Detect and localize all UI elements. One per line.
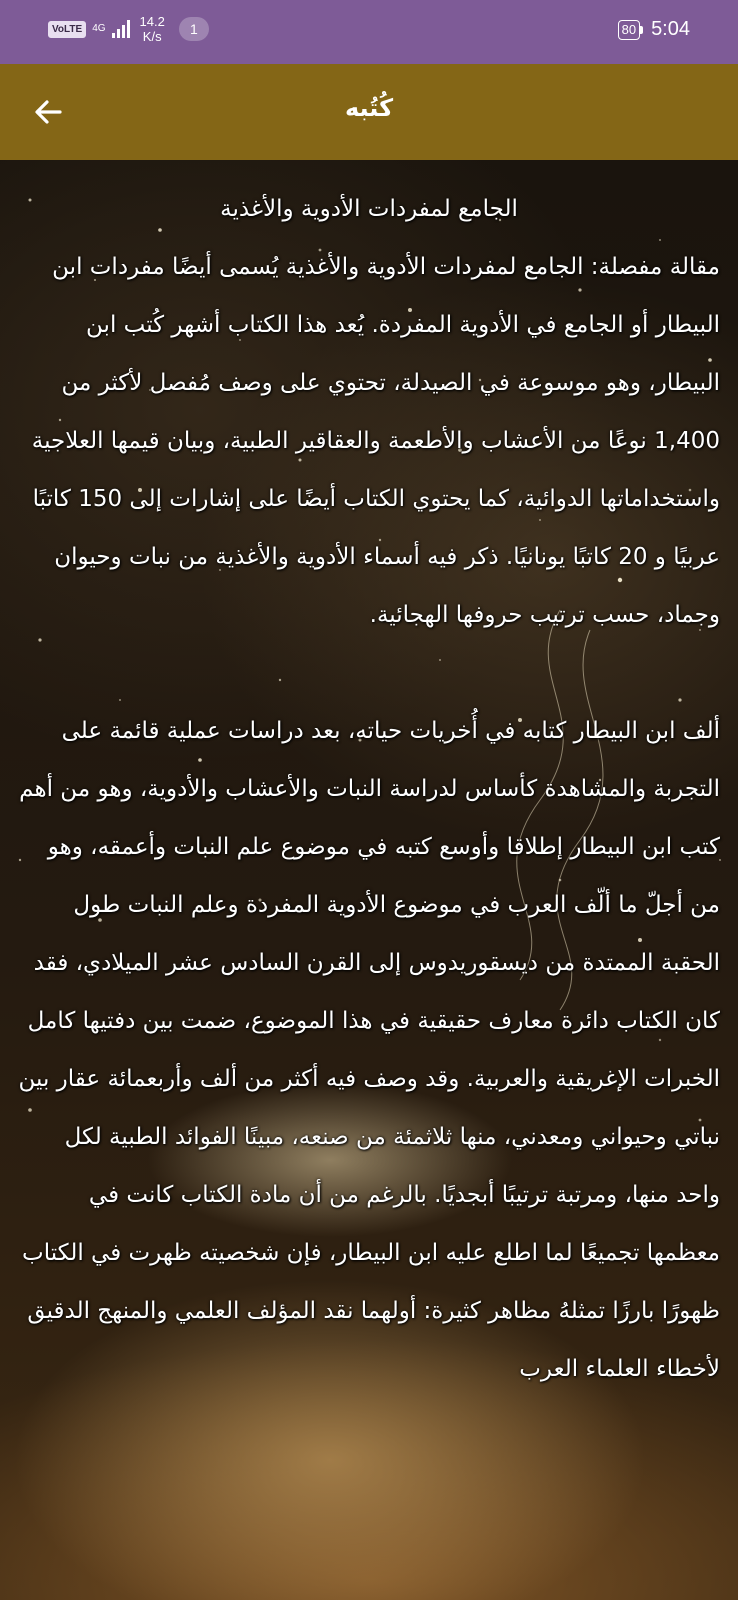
article-title: الجامع لمفردات الأدوية والأغذية	[220, 196, 518, 222]
article-content[interactable]	[0, 160, 738, 1600]
status-bar	[0, 0, 738, 64]
network-type	[92, 24, 105, 34]
signal-strength-icon	[112, 20, 130, 38]
page-title: كُتُبه	[344, 94, 394, 122]
battery-icon	[618, 20, 643, 40]
article-text	[18, 180, 720, 1398]
battery-level: 80	[618, 20, 640, 40]
status-left	[48, 14, 209, 44]
speed-value: 14.2	[139, 14, 165, 29]
volte-badge: VoLTE	[48, 21, 86, 38]
article-paragraph-1: مقالة مفصلة: الجامع لمفردات الأدوية والأغذية يُسمى أيضًا مفردات ابن البيطار أو الجامع في الأدوية المفردة. يُعد هذا الكتاب أشهر كُتب ابن البيطار، وهو موسوعة في الصيدلة، تحتوي على وصف مُفصل لأكثر من 1,400 نوعًا من الأعشاب والأطعمة والعقاقير الطبية، وبيان قيمها العلاجية واستخداماتها الدوائية، كما يحتوي الكتاب أيضًا على إشارات إلى 150 كاتبًا عربيًا و 20 كاتبًا يونانيًا. ذكر فيه أسماء الأدوية والأغذية من نبات وحيوان وجماد، حسب ترتيب حروفها الهجائية.	[31, 254, 720, 628]
network-label: 4G	[92, 23, 106, 34]
article-paragraph-2: ألف ابن البيطار كتابه في أُخريات حياته، بعد دراسات عملية قائمة على التجربة والمشاهدة كأساس لدراسة النبات والأعشاب والأدوية، وهو من أهم كتب ابن البيطار إطلاقا وأوسع كتبه في موضوع علم النبات وأعمقه، وهو من أجلّ ما ألّف العرب في موضوع الأدوية المفردة وعلم النبات طول الحقبة الممتدة من ديسقوريدوس إلى القرن السادس عشر الميلادي، فقد كان الكتاب دائرة معارف حقيقية في هذا الموضوع، ضمت بين دفتيها كامل الخبرات الإغريقية والعربية. وقد وصف فيه أكثر من ألف وأربعمائة عقار بين نباتي وحيواني ومعدني، منها ثلاثمئة من صنعه، مبينًا الفوائد الطبية لكل واحد منها، ومرتبة ترتيبًا أبجديًا. بالرغم من أن مادة الكتاب كانت في معظمها تجميعًا لما اطلع عليه ابن البيطار، فإن شخصيته ظهرت في الكتاب ظهورًا بارزًا تمثلهُ مظاهر كثيرة: أولهما نقد المؤلف العلمي والمنهج الدقيق لأخطاء العلماء العرب	[18, 718, 720, 1382]
speed-unit: K/s	[142, 29, 162, 44]
status-right	[618, 18, 690, 41]
clock: 5:04	[651, 18, 690, 40]
app-bar	[0, 64, 738, 160]
notification-count-badge: 1	[179, 17, 209, 41]
network-speed	[140, 14, 165, 44]
